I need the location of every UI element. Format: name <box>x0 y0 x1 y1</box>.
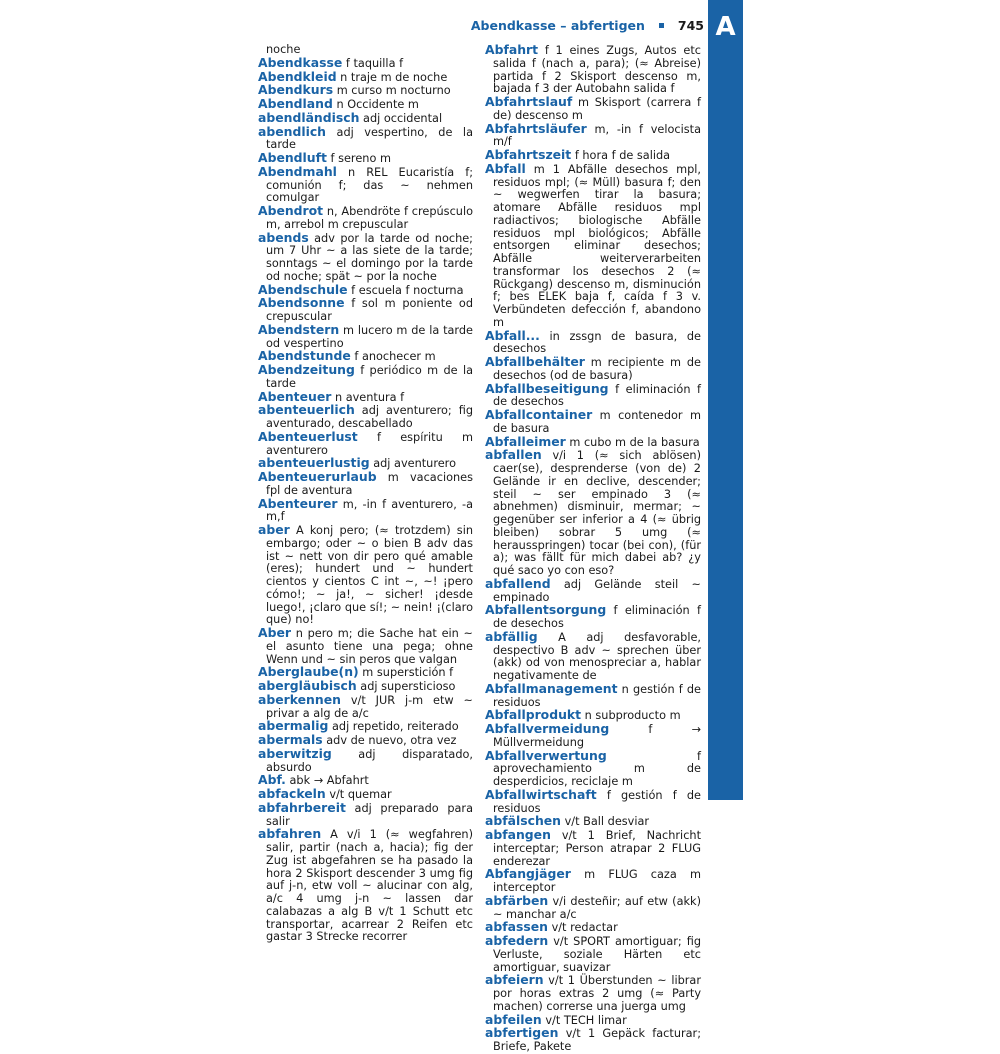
headword: Abf. <box>258 772 286 788</box>
headword: Abfalleimer <box>485 433 566 449</box>
definition: v/i 1 (≈ sich ablösen) caer(se), desprenderse (von de) 2 Gelände ir en declive, descender; steil ~ ser empinado 3 (≈ abnehmen) disminuir, mermar; ~ gegenüber ser inferior a 4 (≈ übrig bleiben) sobrar 5 umg (≈ herausspringen) tocar (bei con), (für a); was fällt für mich dabei ab? ¿y qué saco yo con eso? <box>493 449 701 577</box>
definition: m superstición f <box>362 666 454 680</box>
definition: m 1 Abfälle desechos mpl, residuos mpl; (≈ Müll) basura f; den ~ wegwerfen tirar la basura; atomare Abfälle residuos mpl radiactivos; biologische Abfälle residuos mpl biológicos; Abfälle entsorgen eliminar desechos; Abfälle weiterverarbeiten transformar los desechos 2 (≈ Rückgang) descenso m, disminución f; bes ELEK baja f, caída f 3 v. Verbündeten defección f, abandono m <box>493 162 701 329</box>
dictionary-entry <box>485 680 701 710</box>
headword: abfedern <box>485 933 549 948</box>
definition: f 1 eines Zugs, Autos etc salida f (nach a, para); (≈ Abreise) partida f 2 Skisport descenso m, bajada f 3 der Autobahn salida f <box>493 44 701 96</box>
headword: Abenteuer <box>258 388 332 404</box>
definition: n pero m; die Sache hat ein ~ el asunto tiene una pega; ohne Wenn und ~ sin peros que valgan <box>266 627 474 666</box>
headword: Abfahrt <box>485 42 539 57</box>
dictionary-entry <box>258 828 473 944</box>
headword: Abfallvermeidung <box>485 721 610 736</box>
definition: adj Gelände steil ~ empinado <box>493 577 702 604</box>
headword: abfallen <box>485 447 542 463</box>
headword: Abfallentsorgung <box>485 602 607 618</box>
headword: Abendzeitung <box>258 362 355 377</box>
definition: v/t Ball desviar <box>564 815 650 829</box>
definition: f eliminación f de desechos <box>493 604 701 630</box>
dictionary-entry <box>258 495 474 525</box>
headword: abfeiern <box>485 972 544 988</box>
definition: v/t redactar <box>551 921 618 935</box>
headword: Abenteuerlust <box>258 428 358 444</box>
headword: Abfallprodukt <box>485 707 582 723</box>
dictionary-entry <box>485 1027 701 1054</box>
definition: abk → Abfahrt <box>289 774 369 788</box>
dictionary-entry <box>258 163 474 205</box>
right-column <box>485 44 701 1054</box>
definition: n gestión f de residuos <box>493 682 701 709</box>
definition: v/i desteñir; auf etw (akk) ~ manchar a/c <box>493 894 701 921</box>
dictionary-entry <box>485 160 701 330</box>
dictionary-entry <box>258 471 473 498</box>
dictionary-entry <box>485 120 701 150</box>
definition: adj aventurero; fig aventurado, descabellado <box>266 404 474 430</box>
headword: Abendkasse <box>258 54 343 70</box>
definition: f sereno m <box>330 152 391 165</box>
running-header <box>471 18 704 33</box>
dictionary-entry <box>485 829 701 868</box>
dictionary-entry <box>258 123 473 153</box>
definition: v/t TECH limar <box>545 1013 627 1027</box>
definition: f anochecer m <box>354 350 436 364</box>
thumb-index-tab <box>708 0 743 800</box>
headword: Abenteuerurlaub <box>258 469 377 484</box>
definition: f aprovechamiento m de desperdicios, reciclaje m <box>493 749 701 788</box>
definition: v/t 1 Brief, Nachricht interceptar; Person atrapar 2 FLUG enderezar <box>493 829 701 868</box>
dictionary-entry <box>258 627 473 666</box>
definition: m FLUG caza m interceptor <box>493 868 701 894</box>
dictionary-entry <box>258 799 473 829</box>
headword: Abfall... <box>485 327 540 343</box>
headword: abfällig <box>485 628 538 644</box>
headword: Abendkurs <box>258 82 334 98</box>
dictionary-entry <box>485 409 701 436</box>
definition: adj repetido, reiterado <box>331 720 459 734</box>
dictionary-entry <box>485 449 701 578</box>
dictionary-entry <box>485 628 701 683</box>
dictionary-entry <box>485 44 701 96</box>
dictionary-entry <box>258 364 473 391</box>
left-column <box>258 44 473 944</box>
definition: m cubo m de la basura <box>569 435 700 449</box>
guide-words: Abendkasse – abfertigen <box>470 18 645 33</box>
definition: n, Abendröte f crepúsculo m, arrebol m crepuscular <box>266 205 473 231</box>
definition: f hora f de salida <box>574 149 671 162</box>
dictionary-entry <box>258 321 473 351</box>
headword: Abenteurer <box>258 495 338 511</box>
headword: aberkennen <box>258 691 341 707</box>
headword: abermals <box>258 732 323 747</box>
definition: m curso m nocturno <box>336 84 451 98</box>
dictionary-entry <box>258 428 473 458</box>
separator-square-icon <box>659 23 664 28</box>
headword: abendländisch <box>258 109 360 125</box>
definition: f espíritu m aventurero <box>266 430 473 457</box>
dictionary-entry <box>485 356 701 383</box>
headword: Abfallcontainer <box>485 407 593 422</box>
definition: A adj desfavorable, despectivo B adv ~ sprechen über (akk) od von menospreciar a, hablar negativamente de <box>493 630 701 682</box>
dictionary-entry <box>485 380 702 410</box>
definition: m, -in f velocista m/f <box>493 122 701 149</box>
dictionary-entry <box>485 935 701 974</box>
definition: f taquilla f <box>345 56 404 70</box>
dictionary-entry <box>485 868 701 895</box>
headword: aberwitzig <box>258 745 332 761</box>
definition: n Occidente m <box>336 98 419 111</box>
definition: f eliminación f de desechos <box>493 382 702 409</box>
dictionary-entry <box>258 229 473 284</box>
definition: adj occidental <box>363 111 443 125</box>
dictionary-entry <box>258 691 474 721</box>
definition: m contenedor m de basura <box>493 409 701 435</box>
definition: m vacaciones fpl de aventura <box>266 471 473 497</box>
dictionary-entry <box>485 747 701 789</box>
definition: adj aventurero <box>373 457 456 471</box>
headword: Abfallbeseitigung <box>485 380 609 396</box>
headword: Abfallbehälter <box>485 354 585 369</box>
dictionary-entry <box>485 327 702 357</box>
definition: f gestión f de residuos <box>493 788 701 815</box>
headword: abfangen <box>485 827 551 842</box>
definition: v/t 1 Überstunden ~ librar por horas extras 2 umg (≈ Party machen) correrse una juerga umg <box>493 974 701 1013</box>
headword: abenteuerlustig <box>258 455 370 471</box>
definition: adv por la tarde od noche; um 7 Uhr ~ a las siete de la tarde; sonntags ~ el domingo por la tarde od noche; spät ~ por la noche <box>266 231 473 283</box>
dictionary-entry <box>485 974 701 1013</box>
headword: Abfallwirtschaft <box>485 786 597 802</box>
headword: Abendsonne <box>258 295 345 311</box>
definition: n REL Eucaristía f; comunión f; das ~ nehmen comulgar <box>266 165 474 205</box>
headword: Aberglaube(n) <box>258 664 359 680</box>
definition: m lucero m de la tarde od vespertino <box>266 323 473 350</box>
dictionary-entry <box>485 96 701 123</box>
page-number: 745 <box>677 18 704 33</box>
definition: adj preparado para salir <box>266 801 473 828</box>
definition: noche <box>266 43 301 56</box>
definition: adv de nuevo, otra vez <box>326 734 457 747</box>
headword: Abfangjäger <box>485 866 571 882</box>
section-letter: A <box>715 12 736 42</box>
definition: m Skisport (carrera f de) descenso m <box>493 96 701 122</box>
definition: n subproducto m <box>584 709 681 723</box>
definition: adj disparatado, absurdo <box>266 747 473 774</box>
dictionary-entry <box>258 524 473 627</box>
definition: v/t quemar <box>329 788 392 801</box>
headword: Abfahrtszeit <box>485 147 572 162</box>
definition: v/t 1 Gepäck facturar; Briefe, Pakete <box>493 1027 702 1053</box>
headword: Abendland <box>258 96 333 111</box>
headword: Abendkleid <box>258 68 337 84</box>
definition: n traje m de noche <box>340 70 448 84</box>
dictionary-entry <box>485 604 701 631</box>
definition: m recipiente m de desechos (od de basura) <box>493 356 702 382</box>
headword: abergläubisch <box>258 678 357 693</box>
headword: Abendluft <box>258 150 327 165</box>
headword: Abendstunde <box>258 348 351 364</box>
headword: Abfahrtslauf <box>485 94 573 109</box>
definition: m, -in f aventurero, -a m,f <box>266 497 474 524</box>
definition: A v/i 1 (≈ wegfahren) salir, partir (nach a, hacia); fig der Zug ist abgefahren se ha pasado la hora 2 Skisport descender 3 umg fig auf j-n, etw voll ~ alucinar con alg, a/c 4 umg j-n ~ lassen dar calabazas a alg B v/t 1 Schutt etc transportar, acarrear 2 Reifen etc gastar 3 Strecke recorrer <box>266 828 474 944</box>
definition: f escuela f nocturna <box>351 283 464 297</box>
dictionary-entry <box>258 404 473 431</box>
headword: abfertigen <box>485 1025 559 1041</box>
headword: Abfall <box>485 160 526 176</box>
definition: f sol m poniente od crepuscular <box>266 297 473 323</box>
definition: adj supersticioso <box>360 680 456 693</box>
headword: Abendmahl <box>258 163 337 179</box>
headword: abfärben <box>485 892 549 908</box>
headword: Abfallverwertung <box>485 747 607 763</box>
definition: in zssgn de basura, de desechos <box>493 329 702 356</box>
dictionary-entry <box>258 205 473 232</box>
dictionary-entry <box>485 892 701 922</box>
headword: abfälschen <box>485 813 561 829</box>
headword: abends <box>258 229 309 245</box>
definition: A konj pero; (≈ trotzdem) sin embargo; oder ~ o bien B adv das ist ~ nett von dir pero qué amable (eres); hundert und ~ hundert cientos y cientos C int ~, ~! ¡pero cómo!; ~ ja!, ~ sicher! ¡desde luego!, ¡claro que sí!; ~ nein! ¡(claro que) no! <box>266 524 473 627</box>
headword: abfackeln <box>258 786 326 801</box>
definition: f → Müllvermeidung <box>493 723 701 749</box>
definition: v/t JUR j-m etw ~ privar a alg de a/c <box>266 693 474 720</box>
headword: abermalig <box>258 718 329 734</box>
headword: Abendrot <box>258 203 324 218</box>
definition: f periódico m de la tarde <box>266 364 474 390</box>
headword: abfassen <box>485 919 548 935</box>
headword: Abfallmanagement <box>485 680 618 696</box>
headword: abfahren <box>258 826 322 842</box>
dictionary-entry <box>485 723 701 750</box>
headword: abfahrbereit <box>258 799 346 815</box>
definition: v/t SPORT amortiguar; fig Verluste, soziale Härten etc amortiguar, suavizar <box>493 935 701 974</box>
headword: Aber <box>258 625 291 640</box>
headword: Abfahrtsläufer <box>485 120 587 136</box>
dictionary-entry <box>485 786 701 816</box>
headword: aber <box>258 522 290 537</box>
headword: abenteuerlich <box>258 402 355 418</box>
headword: abfallend <box>485 575 551 591</box>
definition: n aventura f <box>334 390 405 404</box>
headword: abendlich <box>258 123 326 139</box>
headword: abfeilen <box>485 1011 542 1027</box>
dictionary-entry <box>258 745 473 775</box>
dictionary-entry <box>485 575 702 605</box>
headword: Abendstern <box>258 321 340 337</box>
dictionary-entry <box>258 297 473 324</box>
headword: Abendschule <box>258 281 348 297</box>
definition: adj vespertino, de la tarde <box>266 125 473 152</box>
